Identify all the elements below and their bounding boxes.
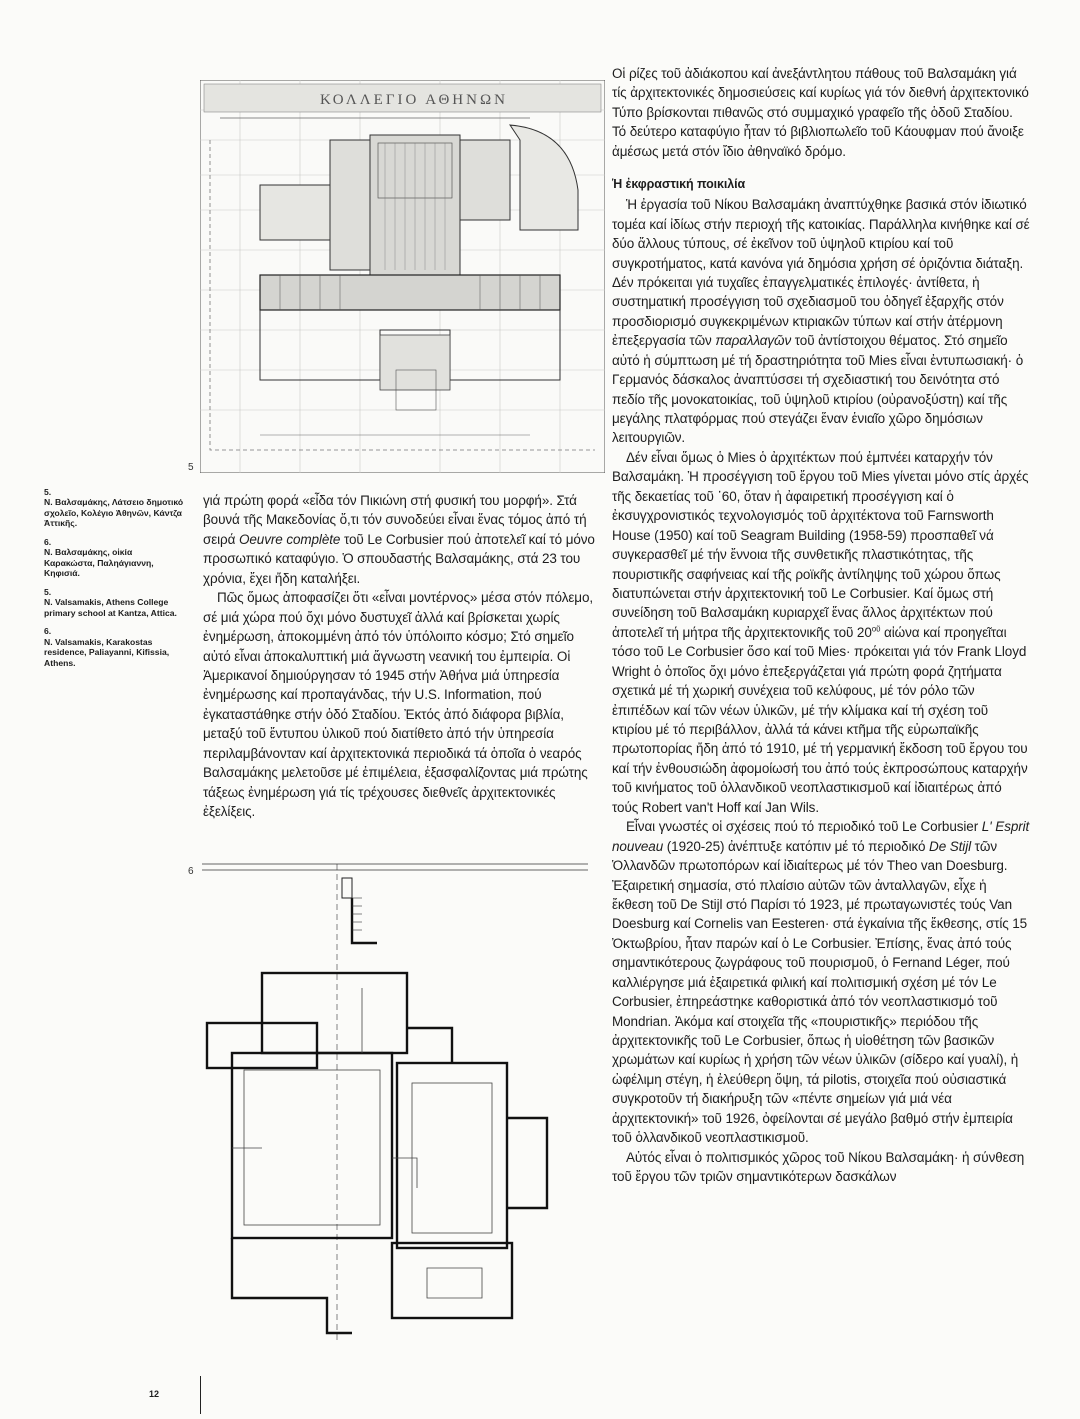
figure-5-number: 5 bbox=[188, 462, 194, 473]
right-column-text bbox=[612, 64, 1030, 1187]
paragraph: Οἱ ρίζες τοῦ ἀδιάκοπου καί ἀνεξάντλητου πάθους τοῦ Βαλσαμάκη γιά τίς ἀρχιτεκτονικές δημοσιεύσεις καί κυρίως γιά τόν διεθνή ἀρχιτεκτονικό Τύπο βρίσκονται πιθανῶς στό συμμαχικό γραφεῖο τῆς ὁδοῦ Σταδίου. Τό δεύτερο καταφύγιο ἦταν τό βιβλιοπωλεῖο τοῦ Κάουφμαν πού ἄνοιξε ἀμέσως μετά στόν ἴδιο ἀθηναϊκό δρόμο. bbox=[612, 66, 1029, 159]
text-run: τοῦ Le Corbusier πού ἀποτελεῖ καί τό μόνο προσωπικό καταφύγιο. Ὁ σπουδαστής Βαλσαμάκης, στά 23 του χρόνια, ἔχει ἤδη καταλήξει. bbox=[203, 531, 595, 586]
figure-6-floor-plan bbox=[202, 858, 588, 1348]
caption-text: N. Valsamakis, Athens College primary school at Kantza, Attica. bbox=[44, 597, 177, 618]
text-run: (1920-25) ἀνέπτυξε κατόπιν μέ τό περιοδικό bbox=[663, 838, 930, 854]
caption-number: 5. bbox=[44, 487, 52, 497]
karakostas-floor-plan-drawing bbox=[202, 858, 588, 1348]
figure-5-site-plan bbox=[200, 80, 605, 473]
caption-greek-6 bbox=[44, 537, 184, 579]
caption-number: 6. bbox=[44, 536, 52, 547]
paragraph bbox=[612, 817, 1030, 1147]
caption-text: N. Valsamakis, Karakostas residence, Paliayanni, Kifissia, Athens. bbox=[44, 636, 170, 668]
paragraph: Αὐτός εἶναι ὁ πολιτισμικός χῶρος τοῦ Νίκου Βαλσαμάκη· ἡ σύνθεση τοῦ ἔργου τῶν τριῶν σημαντικότερων δασκάλων bbox=[612, 1149, 1025, 1185]
plan-title: ΚΟΛΛΕΓΙΟ ΑΘΗΝΩΝ bbox=[320, 92, 508, 108]
middle-column-text bbox=[203, 491, 603, 821]
paragraph bbox=[203, 491, 603, 588]
text-run: αἰώνα καί προηγεῖται τόσο τοῦ Le Corbusier ὅσο καί τοῦ Mies· πρόκειται γιά τόν Frank Lloyd Wright ὁ ὁποῖος ὄχι μόνο ἐπεξεργάζεται γιά πρώτη φορά ζητήματα σχετικά μέ τή χωρική συνέχεια τοῦ κελύφους, μέ τόν ρόλο τῶν ἐπιπέδων καί τῶν νέων ὑλικῶν, μέ τήν κλίμακα καί τή σχέση τοῦ κτιρίου μέ τό περιβάλλον, ἀλλά τά κάνει κτῆμα τῆς εὐρωπαϊκῆς πρωτοπορίας ἤδη ἀπό τό 1910, μέ τή γερμανική ἔκδοση τοῦ ἔργου του καί τήν ἐνθουσιώδη ἀφομοίωσή του ἀπό τούς ἐκπροσώπους καταρχήν τοῦ κινήματος τοῦ ὁλλανδικοῦ νεοπλαστικισμοῦ καί ἰδιαιτέρως ἀπό τούς Robert van't Hoff καί Jan Wils. bbox=[612, 624, 1028, 815]
text-run: Εἶναι γνωστές οἱ σχέσεις πού τό περιοδικό τοῦ Le Corbusier bbox=[626, 819, 982, 835]
paragraph bbox=[612, 195, 1030, 448]
italic-title: De Stijl bbox=[929, 838, 972, 854]
italic-term: παραλλαγῶν bbox=[715, 333, 792, 349]
page-number: 12 bbox=[149, 1389, 160, 1399]
text-run: τῶν Ὁλλανδῶν πρωτοπόρων καί ἰδιαίτερως μέ τόν Theo van Doesburg. Ἐξαιρετική σημασία, στό πλαίσιο αὐτῶν τῶν ἀνταλλαγῶν, εἶχε ἡ ἔκθεση τοῦ De Stijl στό Παρίσι τό 1923, μέ πρωταγωνιστές τούς Van Doesburg καί Cornelis van Eesteren· στά ἐγκαίνια τῆς ἔκθεσης, στίς 15 Ὀκτωβρίου, ἦταν παρών καί ὁ Le Corbusier. Ἐπίσης, ἕνας ἀπό τούς σημαντικότερους ζωγράφους τοῦ πουρισμοῦ, ὁ Fernand Léger, πού καλλιέργησε μιά ἐξαιρετικά φιλική καί πολιτισμική σχέση μέ τόν Le Corbusier, ἐπηρεάστηκε καθοριστικά ἀπό τόν νεοπλαστικισμό τοῦ Mondrian. Ἀκόμα καί στοιχεῖα τῆς «πουριστικῆς» περιόδου τῆς ἀρχιτεκτονικῆς τοῦ Le Corbusier, ὅπως ἡ υἱοθέτηση τῶν βασικῶν χρωμάτων καί κυρίως ἡ χρήση τῶν νέων ὑλικῶν (σίδερο καί γυαλί), ἡ ὠφέλιμη στέγη, ἡ ἐλεύθερη ὄψη, τά pilotis, στοιχεῖα πού οὐσιαστικά συγκροτοῦν τή διακήρυξη τῶν «πέντε σημείων γιά μιά νέα ἀρχιτεκτονική» τοῦ 1926, ὀφείλονται σέ μεγάλο βαθμό στήν ἐμπειρία τοῦ ὁλλανδικοῦ νεοπλαστικισμοῦ. bbox=[612, 838, 1028, 1146]
caption-english-6 bbox=[44, 626, 184, 668]
caption-english-5 bbox=[44, 587, 184, 618]
figure-6-number: 6 bbox=[188, 866, 194, 877]
italic-title: L' Esprit nouveau bbox=[612, 819, 1030, 854]
superscript: οῦ bbox=[871, 624, 881, 634]
section-heading: Ἡ ἐκφραστική ποικιλία bbox=[612, 177, 746, 192]
page-number-rule bbox=[200, 1376, 201, 1414]
caption-text: Ν. Βαλσαμάκης, οἰκία Καρακώστα, Παληάγιαννη, Κηφισιά. bbox=[44, 547, 154, 579]
text-run: τοῦ ἀντίστοιχου θέματος. Στό σημεῖο αὐτό ἡ σύμπτωση μέ τή δραστηριότητα τοῦ Mies εἶναι ἐντυπωσιακή· ὁ Γερμανός δάσκαλος ἀναπτύσσει τή σχεδιαστική του δεινότητα στό πεδίο τῆς μονοκατοικίας, τοῦ ὑψηλοῦ κτιρίου (οὐρανοξύστη) καί τῆς μεγάλης πλατφόρμας πού στεγάζει ἕναν ἑνιαῖο χῶρο δημόσιων λειτουργιῶν. bbox=[612, 333, 1024, 446]
athens-college-plan-drawing bbox=[200, 80, 605, 473]
paragraph: Πῶς ὅμως ἀποφασίζει ὅτι «εἶναι μοντέρνος» μέσα στόν πόλεμο, σέ μιά χώρα πού ὄχι μόνο δυστυχεῖ ἀλλά καί βρίσκεται χωρίς ἐνημέρωση, ἀποκομμένη ἀπό τόν ὑπόλοιπο κόσμο; Στό σημεῖο αὐτό εἶναι ἀποκαλυπτική μιά ἄγνωστη νεανική του ἐμπειρία. Οἱ Ἀμερικανοί δημιούργησαν τό 1945 στήν Ἀθήνα μιά ὑπηρεσία ἐνημέρωσης καί προπαγάνδας, τήν U.S. Information, πού ἐγκαταστάθηκε στήν ὁδό Σταδίου. Ἐκτός ἀπό διάφορα βιβλία, μεταξύ τοῦ ἔντυπου ὑλικοῦ πού διατίθετο ἀπό τήν ὑπηρεσία περιλαμβάνονταν καί ἀρχιτεκτονικά περιοδικά τά ὁποῖα ὁ νεαρός Βαλσαμάκης μελετοῦσε μέ ἐπιμέλεια, ἐξασφαλίζοντας μιά πρώτης τάξεως ἐνημέρωση γιά τίς τρέχουσες διεθνεῖς ἀρχιτεκτονικές ἐξελίξεις. bbox=[203, 590, 594, 819]
italic-title: Oeuvre complète bbox=[239, 531, 341, 547]
caption-number: 5. bbox=[44, 586, 52, 597]
text-run: γιά πρώτη φορά «εἶδα τόν Πικιώνη στή φυσική του μορφή». Στά βουνά τῆς Μακεδονίας ὅ,τι τόν συνοδεύει εἶναι ἕνας τόμος ἀπό τή σειρά bbox=[203, 493, 587, 547]
caption-text: Ν. Βαλσαμάκης, Λάτσειο δημοτικό σχολεῖο, Κολέγιο Ἀθηνῶν, Κάντζα Ἀττικῆς. bbox=[44, 497, 184, 529]
caption-number: 6. bbox=[44, 626, 52, 637]
text-run: Ἡ ἐργασία τοῦ Νίκου Βαλσαμάκη ἀναπτύχθηκε βασικά στόν ἰδιωτικό τομέα καί ἰδίως στήν περιοχή τῆς κατοικίας. Παράλληλα κινήθηκε καί σέ δύο ἄλλους τύπους, σέ ἐκεῖνον τοῦ ὑψηλοῦ κτιρίου καί τοῦ συγκροτήματος, κατά κανόνα γιά δημόσια χρήση σέ ὁριζόντια διάταξη. Δέν πρόκειται γιά τυχαῖες ἐπαγγελματικές ἐπιλογές· ἀντίθετα, ἡ συστηματική προσέγγιση τοῦ σχεδιασμοῦ του ὁδηγεῖ ἐξαρχῆς στόν προσδιορισμό συγκεκριμένων κτιριακῶν τύπων καί στήν ἀτέρμονη ἐπεξεργασία τῶν bbox=[612, 197, 1030, 349]
paragraph bbox=[612, 448, 1030, 817]
text-run: Δέν εἶναι ὅμως ὁ Mies ὁ ἀρχιτέκτων πού ἐμπνέει καταρχήν τόν Βαλσαμάκη. Ἡ προσέγγιση τοῦ ἔργου τοῦ Mies γίνεται μόνο στίς ἀρχές τῆς δεκαετίας τοῦ ᾽60, ὅταν ἡ ἀφαιρετική προσέγγιση καί ὁ ἐκσυγχρονιστικός τεχνολογισμός τοῦ ἀρχιτέκτονα τοῦ Farnsworth House (1950) καί τοῦ Seagram Building (1958-59) προσπαθεῖ νά συγκερασθεῖ μέ τήν ἔννοια τῆς συνθετικῆς πλαστικότητας, τῆς πουριστικῆς σαφήνειας καί τῆς ροϊκῆς ἀντίληψης τοῦ χώρου ὅπως διατυπώνεται στήν ἀρχιτεκτονική τοῦ Le Corbusier. Καί ὅμως στή συνείδηση τοῦ Βαλσαμάκη κυριαρχεῖ ἕνας ἄλλος ἀρχιτέκτων πού ἀποτελεῖ τή μήτρα τῆς ἀρχιτεκτονικῆς τοῦ 20 bbox=[612, 449, 1029, 640]
caption-greek-5 bbox=[44, 487, 184, 529]
figure-captions bbox=[44, 487, 184, 676]
